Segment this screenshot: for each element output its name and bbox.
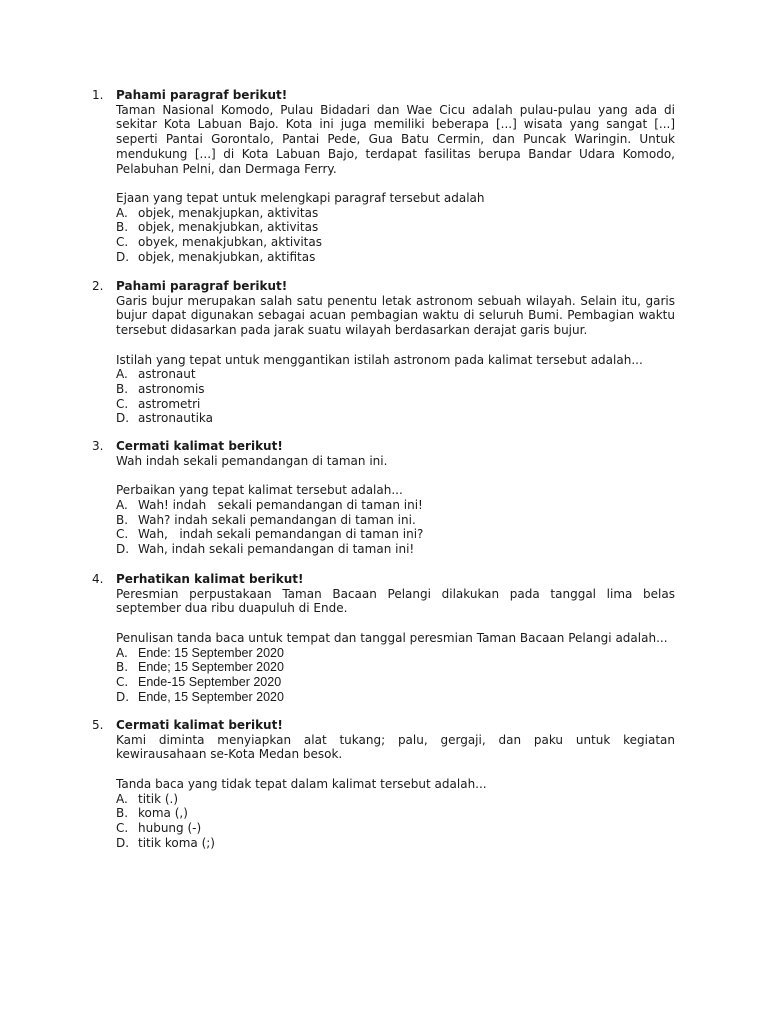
question-heading: Cermati kalimat berikut! [116,718,283,732]
option-c [116,235,675,250]
option-text: objek, menakjubkan, aktivitas [138,220,319,235]
option-letter: A. [116,497,128,512]
option-text: astronautika [138,411,214,426]
option-letter: B. [116,220,129,235]
options-list [116,792,675,851]
question-heading: Pahami paragraf berikut! [116,279,288,293]
option-letter: A. [116,205,128,220]
question-4 [92,572,675,704]
options-list [116,498,675,557]
option-letter: A. [116,645,128,660]
question-prompt: Penulisan tanda baca untuk tempat dan tanggal peresmian Taman Bacaan Pelangi adalah... [116,630,668,645]
question-1 [92,88,675,264]
option-c [116,527,675,542]
question-2 [92,279,675,426]
option-letter: A. [116,367,128,382]
question-prompt: Ejaan yang tepat untuk melengkapi paragraf tersebut adalah [116,190,485,205]
option-text: Wah? indah sekali pemandangan di taman ini. [138,512,416,527]
options-list [116,646,675,705]
option-letter: B. [116,381,129,396]
option-d [116,836,675,851]
option-text: Ende-15 September 2020 [138,674,282,689]
question-passage: Taman Nasional Komodo, Pulau Bidadari dan Wae Cicu adalah pulau-pulau yang ada di sekitar Kota Labuan Bajo. Kota ini juga memiliki beberapa [...] wisata yang sangat [...] seperti Pantai Gorontalo, Pantai Pede, Gua Batu Cermin, dan Puncak Waringin. Untuk mendukung [...] di Kota Labuan Bajo, terdapat fasilitas berupa Bandar Udara Komodo, Pelabuhan Pelni, dan Dermaga Ferry. [116,102,675,176]
option-letter: D. [116,411,130,426]
option-text: Wah, indah sekali pemandangan di taman ini! [138,541,415,556]
options-list [116,367,675,426]
option-letter: C. [116,235,129,250]
option-letter: D. [116,249,130,264]
question-5 [92,718,675,850]
option-d [116,542,675,557]
question-heading: Cermati kalimat berikut! [116,439,283,453]
question-prompt: Tanda baca yang tidak tepat dalam kalimat tersebut adalah... [116,776,487,791]
option-letter: B. [116,660,129,675]
question-heading: Perhatikan kalimat berikut! [116,572,304,586]
option-a [116,498,675,513]
option-letter: C. [116,396,129,411]
option-c [116,397,675,412]
option-text: Wah, indah sekali pemandangan di taman ini? [138,527,424,542]
option-b [116,513,675,528]
option-text: Wah! indah sekali pemandangan di taman ini! [138,497,423,512]
option-b [116,660,675,675]
option-text: astronaut [138,367,196,382]
option-text: koma (,) [138,806,188,821]
question-passage: Garis bujur merupakan salah satu penentu letak astronom sebuah wilayah. Selain itu, garis bujur dapat digunakan sebagai acuan pembagian waktu di seluruh Bumi. Pembagian waktu tersebut didasarkan pada jarak suatu wilayah berdasarkan derajat garis bujur. [116,293,675,338]
question-number: 3. [92,439,104,453]
question-passage: Peresmian perpustakaan Taman Bacaan Pelangi dilakukan pada tanggal lima belas september dua ribu duapuluh di Ende. [116,586,675,616]
option-b [116,806,675,821]
option-d [116,250,675,265]
option-letter: B. [116,512,129,527]
option-letter: D. [116,689,130,704]
option-a [116,367,675,382]
question-number: 1. [92,88,104,102]
option-d [116,690,675,705]
option-text: obyek, menakjubkan, aktivitas [138,235,322,250]
question-number: 5. [92,718,104,732]
option-b [116,382,675,397]
option-letter: C. [116,820,129,835]
option-text: titik koma (;) [138,835,215,850]
option-letter: C. [116,527,129,542]
option-letter: D. [116,541,130,556]
question-number: 4. [92,572,104,586]
option-a [116,792,675,807]
option-text: astronomis [138,381,205,396]
option-text: objek, menakjubkan, aktifitas [138,249,316,264]
question-passage: Wah indah sekali pemandangan di taman ini. [116,453,388,468]
option-letter: B. [116,806,129,821]
option-text: titik (.) [138,791,179,806]
option-text: objek, menakjupkan, aktivitas [138,205,319,220]
option-d [116,411,675,426]
option-letter: A. [116,791,128,806]
option-c [116,821,675,836]
option-text: Ende, 15 September 2020 [138,689,284,704]
option-text: Ende; 15 September 2020 [138,660,284,675]
option-b [116,220,675,235]
option-text: Ende: 15 September 2020 [138,645,284,660]
option-a [116,206,675,221]
option-text: astrometri [138,396,201,411]
options-list [116,206,675,265]
question-3 [92,439,675,557]
question-prompt: Perbaikan yang tepat kalimat tersebut adalah... [116,483,403,498]
question-heading: Pahami paragraf berikut! [116,88,288,102]
question-number: 2. [92,279,104,293]
option-letter: D. [116,835,130,850]
question-prompt: Istilah yang tepat untuk menggantikan istilah astronom pada kalimat tersebut adalah... [116,352,643,367]
option-a [116,646,675,661]
option-letter: C. [116,674,129,689]
option-c [116,675,675,690]
question-passage: Kami diminta menyiapkan alat tukang; palu, gergaji, dan paku untuk kegiatan kewirausahaan se-Kota Medan besok. [116,732,675,762]
option-text: hubung (-) [138,820,202,835]
